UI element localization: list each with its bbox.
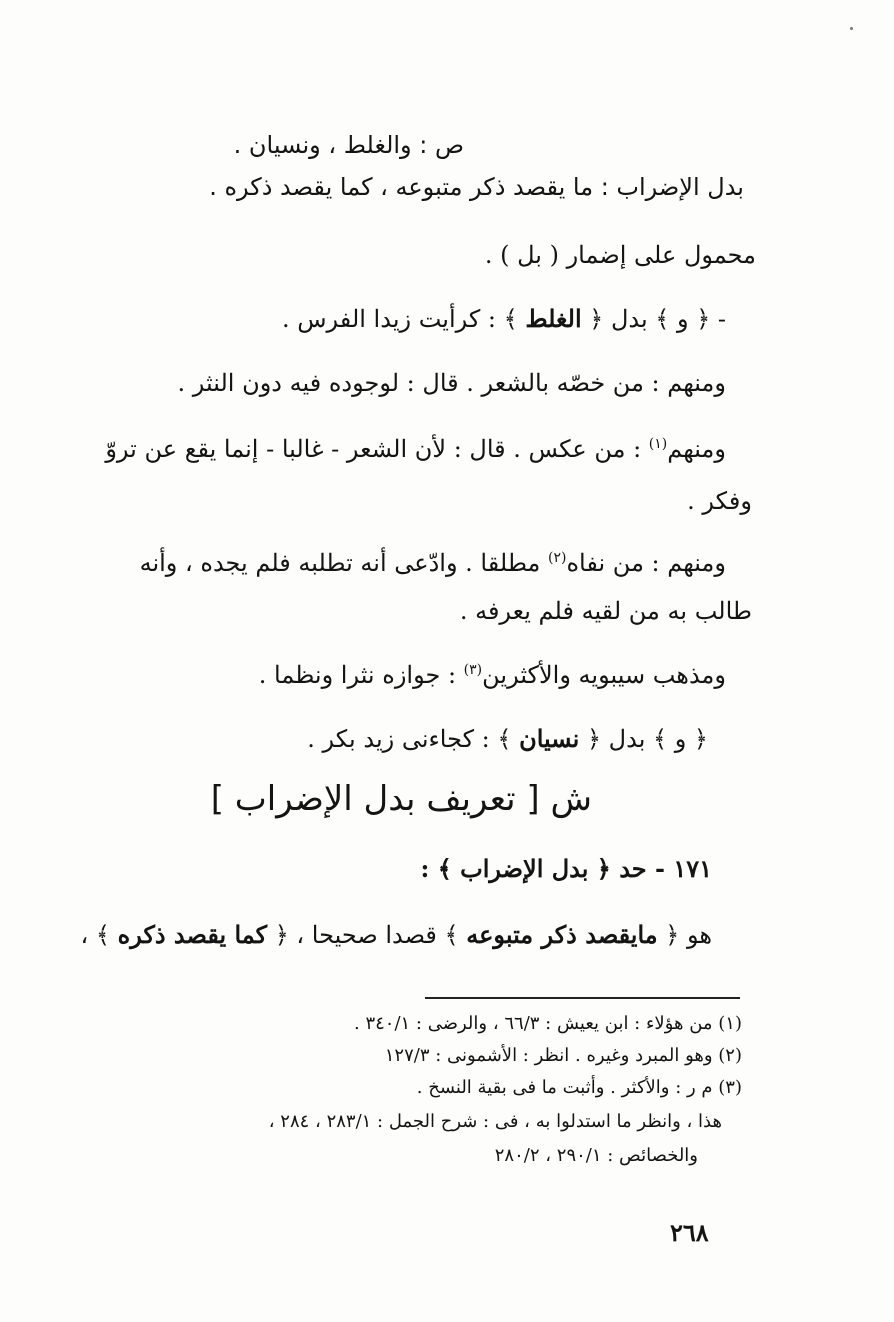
footnote-ref-2: (٢): [548, 550, 567, 566]
p7-pre: ﴿ و ﴾ بدل ﴿: [579, 725, 708, 753]
paragraph-4: [105, 432, 726, 466]
paragraph-1: محمول على إضمار ( بل ) .: [484, 241, 756, 269]
paragraph-2: [282, 302, 726, 336]
footnote-ref-1: (١): [648, 436, 668, 452]
section-heading: ش [ تعريف بدل الإضراب ]: [210, 779, 592, 819]
paragraph-5: [140, 546, 726, 580]
p6-pre: ومذهب سيبويه والأكثرين: [482, 661, 726, 689]
def-pre: هو ﴿: [657, 921, 712, 949]
matn-line-1: ص : والغلط ، ونسيان .: [233, 131, 464, 159]
footnote-2: (٢) وهو المبرد وغيره . انظر : الأشمونى : ١٢٧/٣: [384, 1045, 742, 1066]
p5-pre: ومنهم : من نفاه: [566, 549, 726, 577]
footnote-ref-3: (٣): [463, 662, 483, 678]
paragraph-3: ومنهم : من خصّه بالشعر . قال : لوجوده فيه دون النثر .: [177, 369, 726, 397]
page-number: ٢٦٨: [670, 1218, 709, 1247]
p4-pre: ومنهم: [667, 435, 726, 463]
def-term-2: كما يقصد ذكره: [117, 920, 268, 949]
p7-post: ﴾ : كجاءنى زيد بكر .: [307, 725, 520, 753]
p6-post: : جوازه نثرا ونظما .: [258, 661, 464, 689]
def-term-1: مايقصد ذكر متبوعه: [466, 920, 658, 949]
p5-post: مطلقا . وادّعى أنه تطلبه فلم يجده ، وأنه: [139, 549, 548, 577]
p4-post: : من عكس . قال : لأن الشعر - غالبا - إنما يقع عن تروّ: [105, 435, 649, 463]
term-ghalat: الغلط: [525, 304, 582, 333]
footnote-3: (٣) م ر : والأكثر . وأثبت ما فى بقية النسخ .: [416, 1077, 742, 1098]
section-171: [420, 852, 712, 886]
def-post: ﴾ ،: [80, 921, 118, 949]
definition-line: [81, 918, 712, 952]
footnote-divider: [425, 997, 740, 999]
section-post: ﴾ :: [420, 854, 461, 883]
paragraph-6: [259, 658, 726, 692]
footnote-3-cont-1: هذا ، وانظر ما استدلوا به ، فى : شرح الجمل : ٢٨٣/١ ، ٢٨٤ ،: [268, 1111, 722, 1132]
term-nisyan: نسيان: [519, 724, 580, 753]
matn-line-2: بدل الإضراب : ما يقصد ذكر متبوعه ، كما يقصد ذكره .: [209, 173, 744, 201]
section-number: ١٧١: [673, 854, 712, 883]
section-pre: - حد ﴿: [588, 854, 674, 883]
paragraph-4-cont: وفكر .: [687, 487, 752, 515]
def-mid: ﴾ قصدا صحيحا ، ﴿: [267, 921, 467, 949]
paragraph-7: [307, 722, 708, 756]
scan-speck: [850, 27, 853, 30]
footnote-3-cont-2: والخصائص : ٢٩٠/١ ، ٢٨٠/٢: [494, 1145, 698, 1166]
p2-post: ﴾ : كرأيت زيدا الفرس .: [282, 305, 526, 333]
footnote-1: (١) من هؤلاء : ابن يعيش : ٦٦/٣ ، والرضى : ٣٤٠/١ .: [353, 1013, 742, 1034]
section-term: بدل الإضراب: [460, 854, 589, 883]
p2-pre: - ﴿ و ﴾ بدل ﴿: [581, 305, 726, 333]
paragraph-5-cont: طالب به من لقيه فلم يعرفه .: [459, 597, 752, 625]
